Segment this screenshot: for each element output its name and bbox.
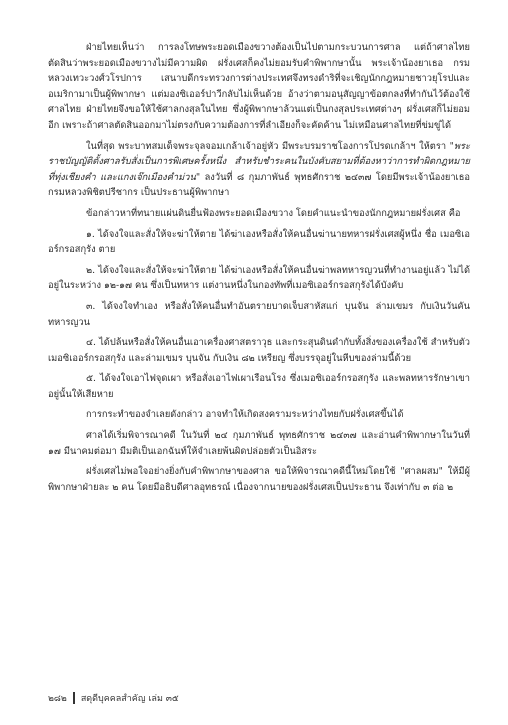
- page-footer: [48, 691, 179, 705]
- book-title: สดุดีบุคคลสำคัญ เล่ม ๓๕: [80, 694, 179, 704]
- charge-3: ๓. ได้จงใจทำเอง หรือสั่งให้คนอื่นทำอันตรายบาดเจ็บสาหัสแก่ บุนจัน ล่ามเขมร กับเงินวันคัน ทหารญวน: [48, 300, 470, 328]
- paragraph-1: ฝ่ายไทยเห็นว่า การลงโทษพระยอดเมืองขวางต้องเป็นไปตามกระบวนการศาล แต่ถ้าศาลไทยตัดสินว่าพระยอดเมืองขวางไม่มีความผิด ฝรั่งเศสก็คงไม่ยอมรับคำพิพากษานั้น พระเจ้าน้องยาเธอ กรมหลวงเทวะวงศ์วโรปการ เสนาบดีกระทรวงการต่างประเทศจึงทรงดำริที่จะเชิญนักกฎหมายชาวยุโรปและอเมริกามาเป็นผู้พิพากษา แต่มองซิเออร์ปาวีกลับไม่เห็นด้วย อ้างว่าตามอนุสัญญาข้อตกลงที่ทำกันไว้ต้องใช้ศาลไทย ฝ่ายไทยจึงขอให้ใช้ศาลกงสุลในไทย ซึ่งผู้พิพากษาล้วนแต่เป็นกงสุลประเทศต่างๆ ฝรั่งเศสก็ไม่ยอมอีก เพราะถ้าศาลตัดสินออกมาไม่ตรงกับความต้องการที่ลำเอียงก็จะคัดค้าน ไม่เหมือนศาลไทยที่ข่มขู่ได้: [48, 42, 470, 131]
- paragraph-9: การกระทำของจำเลยดังกล่าว อาจทำให้เกิดสงครามระหว่างไทยกับฝรั่งเศสขึ้นได้: [86, 409, 404, 421]
- paragraph-11: ฝรั่งเศสไม่พอใจอย่างยิ่งกับคำพิพากษาของศาล ขอให้พิจารณาคดีนี้ใหม่โดยใช้ "ศาลผสม" ให้มีผู้พิพากษาฝ่ายละ ๒ คน โดยมีอธิบดีศาลอุทธรณ์ เนื่องจากนายของฝรั่งเศสเป็นประธาน จึงเท่ากับ ๓ ต่อ ๒: [48, 466, 470, 493]
- charge-1: ๑. ได้จงใจและสั่งให้จะฆ่าให้ตาย ได้ฆ่าเองหรือสั่งให้คนอื่นฆ่านายทหารฝรั่งเศสผู้หนึ่ง ชื่อ เมอซิเออร์กรอสกุรัง ตาย: [48, 228, 470, 256]
- page-number: ๒๘๒: [48, 694, 67, 704]
- act-title: "พระราชบัญญัติตั้งศาลรับสั่งเป็นการพิเศษครั้งหนึ่ง สำหรับชำระคนในบังคับสยามที่ต้องหาว่าการทำผิดกฎหมายที่ทุ่งเชียงคำ และแกงเจ๊กเมืองคำม่วน": [48, 140, 470, 183]
- paragraph-2-text: ในที่สุด พระบาทสมเด็จพระจุลจอมเกล้าเจ้าอยู่หัว มีพระบรมราชโองการโปรดเกล้าฯ ให้ตรา: [86, 140, 450, 152]
- charge-4: ๔. ได้ปล้นหรือสั่งให้คนอื่นเอาเครื่องศาสตราวุธ และกระสุนดินดำกับทั้งสิ่งของเครื่องใช้ สำหรับตัวเมอซิเออร์กรอสกุรัง และล่ามเขมร บุนจัน กับเงิน ๘๒ เหรียญ ซึ่งบรรจุอยู่ในหีบของล่ามนี้ด้วย: [48, 337, 470, 364]
- footer-divider: [73, 692, 75, 704]
- paragraph-3: ข้อกล่าวหาที่ทนายแผ่นดินยื่นฟ้องพระยอดเมืองขวาง โดยคำแนะนำของนักกฎหมายฝรั่งเศส คือ: [86, 207, 461, 219]
- charge-2: ๒. ได้จงใจและสั่งให้จะฆ่าให้ตาย ได้ฆ่าเองหรือสั่งให้คนอื่นฆ่าพลทหารญวนที่ทำงานอยู่แล้ว ไม่ได้อยู่ในระหว่าง ๑๒-๑๗ คน ซึ่งเป็นทหาร แต่งานหนึ่งในกองทัพที่เมอซิเออร์กรอสกุรังได้บังคับ: [48, 264, 470, 292]
- paragraph-2-tail: ลงวันที่ ๘ กุมภาพันธ์ พุทธศักราช ๒๔๓๗ โดยมีพระเจ้าน้องยาเธอ กรมหลวงพิชิตปรีชากร เป็นประธานผู้พิพากษา: [48, 171, 470, 199]
- paragraph-2: [48, 139, 470, 201]
- charge-5: ๕. ได้จงใจเอาไฟจุดเผา หรือสั่งเอาไฟเผาเรือนโรง ซึ่งเมอซิเออร์กรอสกุรัง และพลทหารรักษาเขาอยู่นั้นให้เสียหาย: [48, 373, 470, 400]
- paragraph-10: ศาลได้เริ่มพิจารณาคดี ในวันที่ ๒๔ กุมภาพันธ์ พุทธศักราช ๒๔๓๗ และอ่านคำพิพากษาในวันที่ ๑๗ มีนาคมต่อมา มีมติเป็นเอกฉันท์ให้จำเลยพ้นผิดปล่อยตัวเป็นอิสระ: [48, 430, 470, 457]
